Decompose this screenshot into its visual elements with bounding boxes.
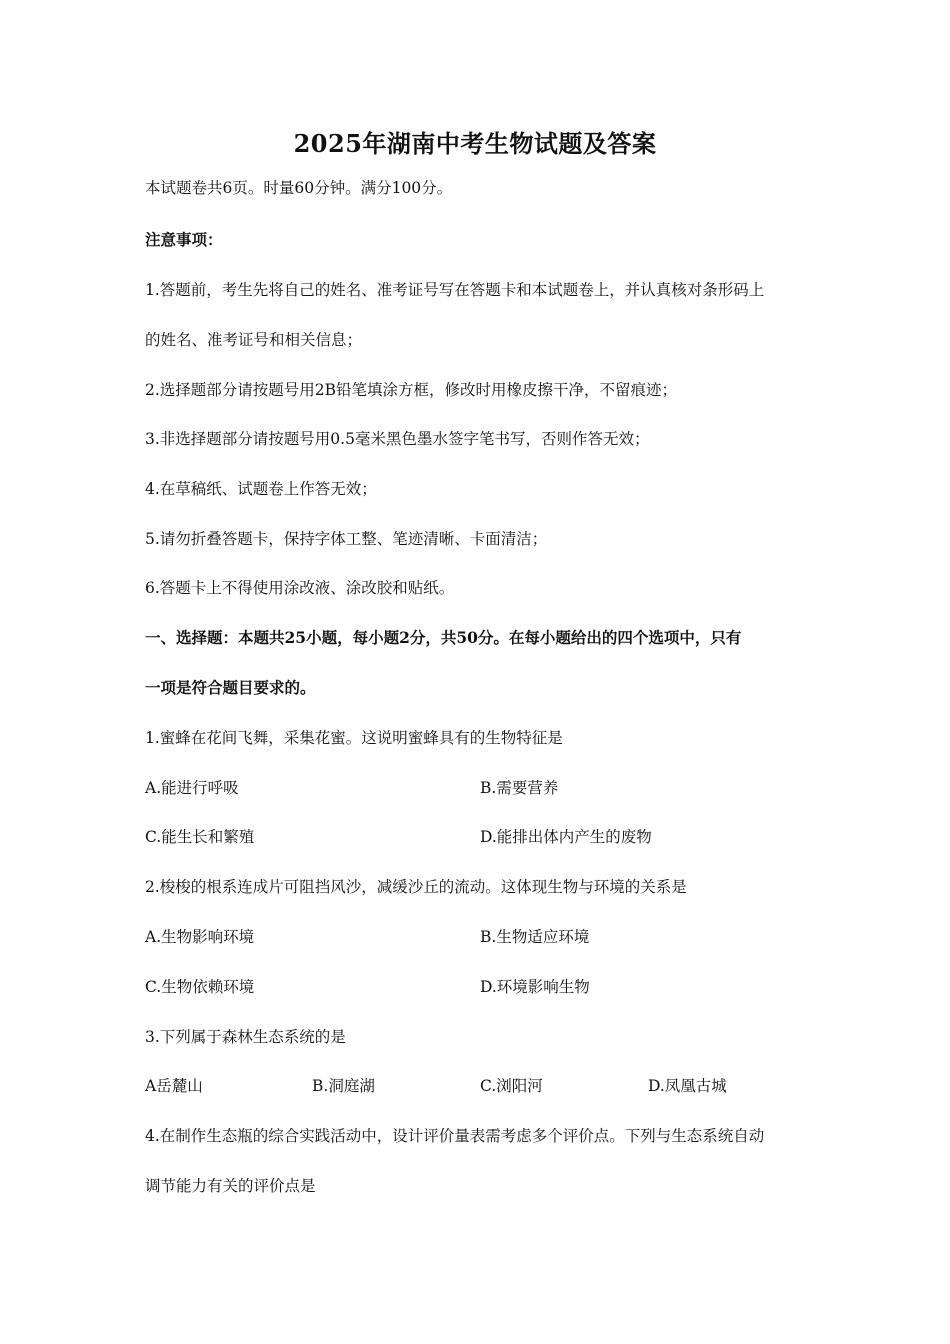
document-title: 2025年湖南中考生物试题及答案	[293, 129, 657, 158]
question-3-option-b: B.洞庭湖	[312, 1077, 375, 1095]
question-3-option-d: D.凤凰古城	[648, 1077, 727, 1095]
question-2-option-d: D.环境影响生物	[480, 978, 590, 996]
question-3-option-a: A岳麓山	[145, 1077, 203, 1095]
notice-item: 3.非选择题部分请按题号用0.5毫米黑色墨水签字笔书写，否则作答无效；	[145, 430, 650, 448]
question-2-option-b: B.生物适应环境	[480, 928, 590, 946]
question-2-option-c: C.生物依赖环境	[145, 978, 255, 996]
question-4-stem: 调节能力有关的评价点是	[145, 1177, 316, 1195]
notice-item: 1.答题前，考生先将自己的姓名、准考证号写在答题卡和本试题卷上，并认真核对条形码上	[145, 281, 765, 299]
notice-item: 的姓名、准考证号和相关信息；	[145, 331, 363, 349]
question-3-option-c: C.浏阳河	[480, 1077, 543, 1095]
notice-heading: 注意事项：	[145, 230, 223, 249]
question-2-stem: 2.梭梭的根系连成片可阻挡风沙，减缓沙丘的流动。这体现生物与环境的关系是	[145, 878, 687, 896]
intro-text: 本试题卷共6页。时量60分钟。满分100分。	[145, 179, 453, 197]
notice-item: 6.答题卡上不得使用涂改液、涂改胶和贴纸。	[145, 579, 455, 597]
question-1-option-b: B.需要营养	[480, 779, 559, 797]
question-1-option-d: D.能排出体内产生的废物	[480, 828, 652, 846]
question-3-stem: 3.下列属于森林生态系统的是	[145, 1028, 346, 1046]
notice-item: 5.请勿折叠答题卡，保持字体工整、笔迹清晰、卡面清洁；	[145, 530, 548, 548]
question-1-option-c: C.能生长和繁殖	[145, 828, 255, 846]
question-1-option-a: A.能进行呼吸	[145, 779, 239, 797]
section-heading: 一、选择题：本题共25小题，每小题2分，共50分。在每小题给出的四个选项中，只有	[145, 628, 742, 647]
question-2-option-a: A.生物影响环境	[145, 928, 255, 946]
section-heading: 一项是符合题目要求的。	[145, 678, 316, 697]
notice-item: 2.选择题部分请按题号用2B铅笔填涂方框，修改时用橡皮擦干净，不留痕迹；	[145, 381, 678, 399]
question-1-stem: 1.蜜蜂在花间飞舞，采集花蜜。这说明蜜蜂具有的生物特征是	[145, 729, 563, 747]
notice-item: 4.在草稿纸、试题卷上作答无效；	[145, 480, 377, 498]
question-4-stem: 4.在制作生态瓶的综合实践活动中，设计评价量表需考虑多个评价点。下列与生态系统自动	[145, 1127, 765, 1145]
